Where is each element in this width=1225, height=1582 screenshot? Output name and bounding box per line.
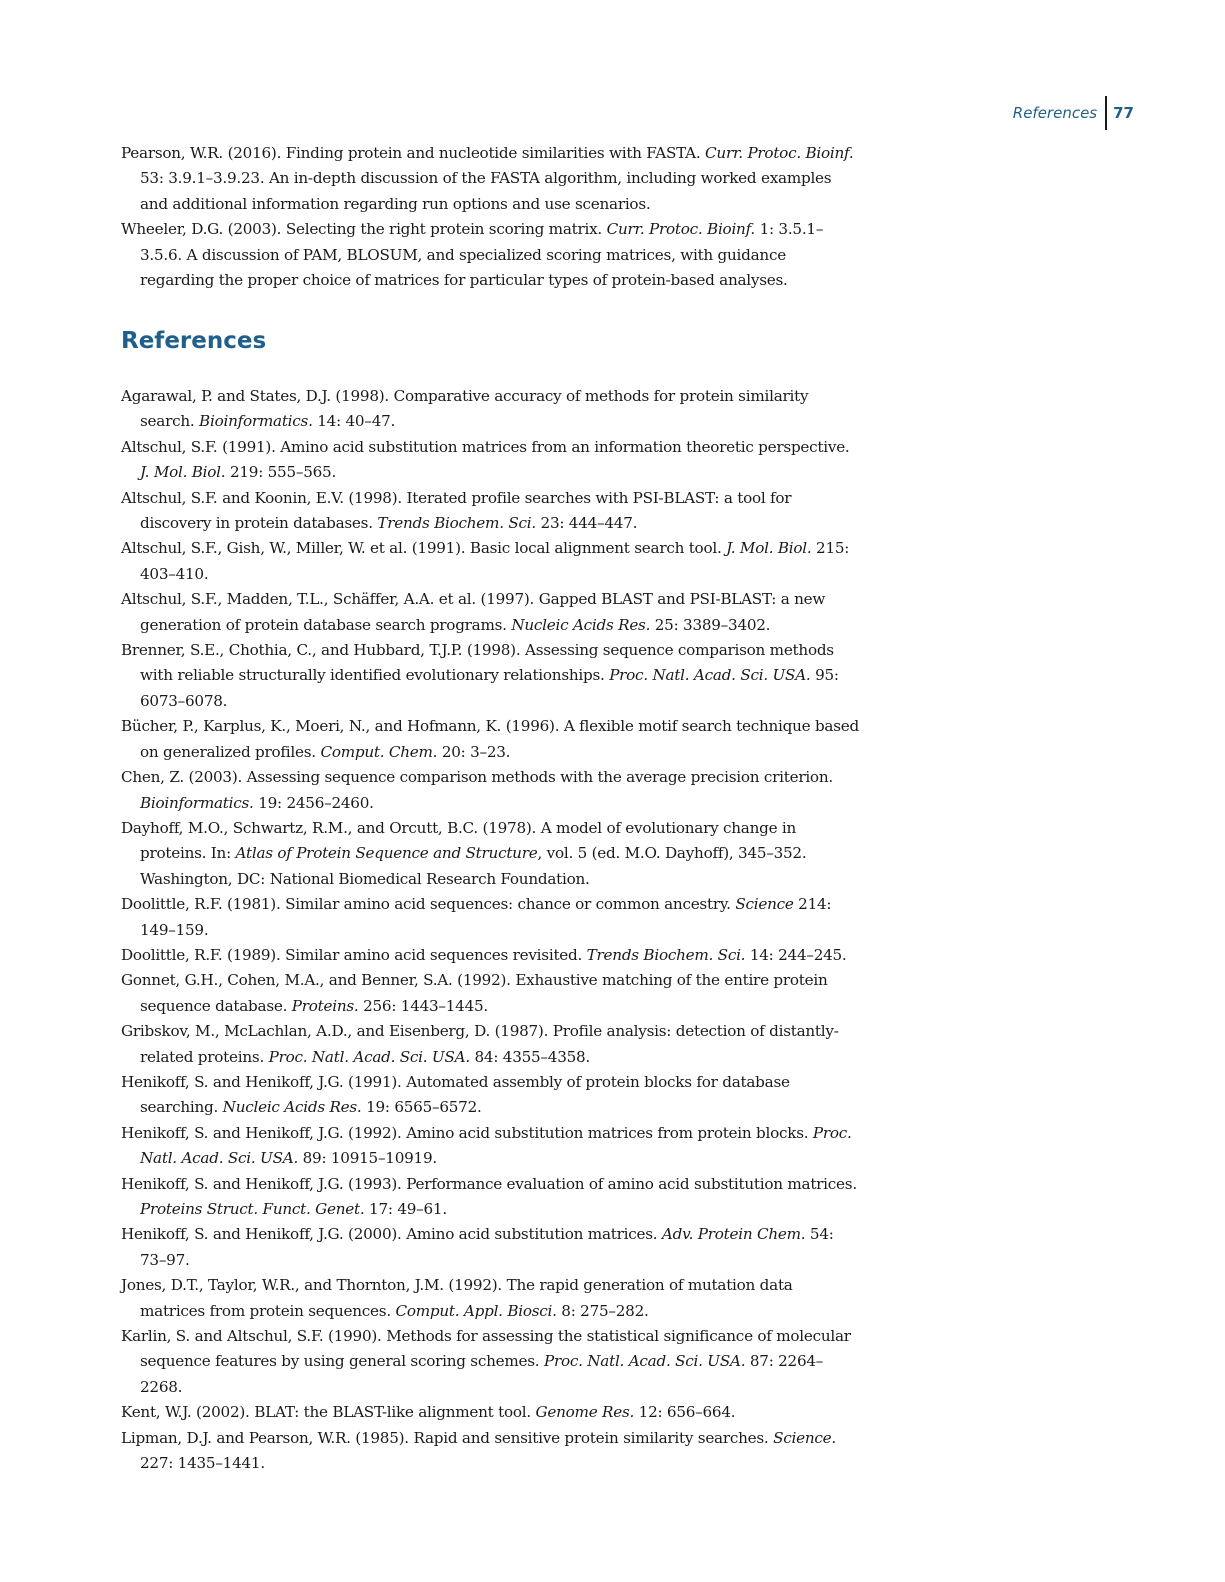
reference-entry: Bücher, P., Karplus, K., Moeri, N., and Hofmann, K. (1996). A flexible motif search technique based on generalized profiles. Comput. Chem. 20: 3–23. [121,717,859,761]
running-head-section: References [1012,104,1098,122]
reference-entry: Altschul, S.F. (1991). Amino acid substitution matrices from an information theoretic perspective. J. Mol. Biol. 219: 555–565. [121,437,850,482]
references-list [121,384,861,1476]
reference-entry: Lipman, D.J. and Pearson, W.R. (1985). Rapid and sensitive protein similarity searches. Science. 227: 1435–1441. [121,1428,836,1473]
page-number: 77 [1113,104,1134,122]
references-heading: References [121,328,267,354]
reference-entry: Altschul, S.F., Gish, W., Miller, W. et al. (1991). Basic local alignment search tool. J. Mol. Biol. 215: 403–410. [121,539,850,583]
reference-entry: Altschul, S.F. and Koonin, E.V. (1998). Iterated profile searches with PSI-BLAST: a tool for discovery in protein databases. Trends Biochem. Sci. 23: 444–447. [121,488,792,533]
reference-entry: Gribskov, M., McLachlan, A.D., and Eisenberg, D. (1987). Profile analysis: detection of distantly-related proteins. Proc. Natl. Acad. Sci. USA. 84: 4355–4358. [121,1022,839,1066]
reference-entry: Gonnet, G.H., Cohen, M.A., and Benner, S.A. (1992). Exhaustive matching of the entire protein sequence database. Proteins. 256: 1443–1445. [121,971,828,1015]
further-reading-entry: Pearson, W.R. (2016). Finding protein and nucleotide similarities with FASTA. Curr. Protoc. Bioinf. 53: 3.9.1–3.9.23. An in-depth discussion of the FASTA algorithm, including worked examples and additional information regarding run options and use scenarios. [121,144,854,213]
reference-entry: Kent, W.J. (2002). BLAT: the BLAST-like alignment tool. Genome Res. 12: 656–664. [121,1403,736,1422]
reference-entry: Henikoff, S. and Henikoff, J.G. (1993). Performance evaluation of amino acid substitution matrices. Proteins Struct. Funct. Genet. 17: 49–61. [121,1174,857,1218]
reference-entry: Karlin, S. and Altschul, S.F. (1990). Methods for assessing the statistical significance of molecular sequence features by using general scoring schemes. Proc. Natl. Acad. Sci. USA. 87: 2264–2268. [121,1327,851,1396]
reference-entry: Altschul, S.F., Madden, T.L., Schäffer, A.A. et al. (1997). Gapped BLAST and PSI-BLAST: a new generation of protein database search programs. Nucleic Acids Res. 25: 3389–3402. [121,590,826,634]
reference-entry: Henikoff, S. and Henikoff, J.G. (1992). Amino acid substitution matrices from protein blocks. Proc. Natl. Acad. Sci. USA. 89: 10915–10919. [121,1123,852,1168]
reference-entry: Henikoff, S. and Henikoff, J.G. (1991). Automated assembly of protein blocks for database searching. Nucleic Acids Res. 19: 6565–6572. [121,1072,790,1117]
further-reading-list [121,141,861,293]
reference-entry: Dayhoff, M.O., Schwartz, R.M., and Orcutt, B.C. (1978). A model of evolutionary change in proteins. In: Atlas of Protein Sequence and Structure, vol. 5 (ed. M.O. Dayhoff), 345–352. Washington, DC: National Biomedical Research Foundation. [121,818,807,888]
reference-entry: Chen, Z. (2003). Assessing sequence comparison methods with the average precision criterion. Bioinformatics. 19: 2456–2460. [121,768,833,812]
reference-entry: Doolittle, R.F. (1981). Similar amino acid sequences: chance or common ancestry. Science 214: 149–159. [121,895,832,939]
reference-entry: Henikoff, S. and Henikoff, J.G. (2000). Amino acid substitution matrices. Adv. Protein Chem. 54: 73–97. [121,1225,834,1269]
reference-entry: Agarawal, P. and States, D.J. (1998). Comparative accuracy of methods for protein similarity search. Bioinformatics. 14: 40–47. [121,387,809,431]
running-head [1013,96,1134,130]
reference-entry: Doolittle, R.F. (1989). Similar amino acid sequences revisited. Trends Biochem. Sci. 14: 244–245. [121,945,847,964]
reference-entry: Brenner, S.E., Chothia, C., and Hubbard, T.J.P. (1998). Assessing sequence comparison methods with reliable structurally identified evolutionary relationships. Proc. Natl. Acad. Sci. USA. 95: 6073–6078. [121,641,839,710]
further-reading-entry: Wheeler, D.G. (2003). Selecting the right protein scoring matrix. Curr. Protoc. Bioinf. 1: 3.5.1–3.5.6. A discussion of PAM, BLOSUM, and specialized scoring matrices, with guidance regarding the proper choice of matrices for particular types of protein-based analyses. [121,220,824,290]
reference-entry: Jones, D.T., Taylor, W.R., and Thornton, J.M. (1992). The rapid generation of mutation data matrices from protein sequences. Comput. Appl. Biosci. 8: 275–282. [121,1276,793,1320]
